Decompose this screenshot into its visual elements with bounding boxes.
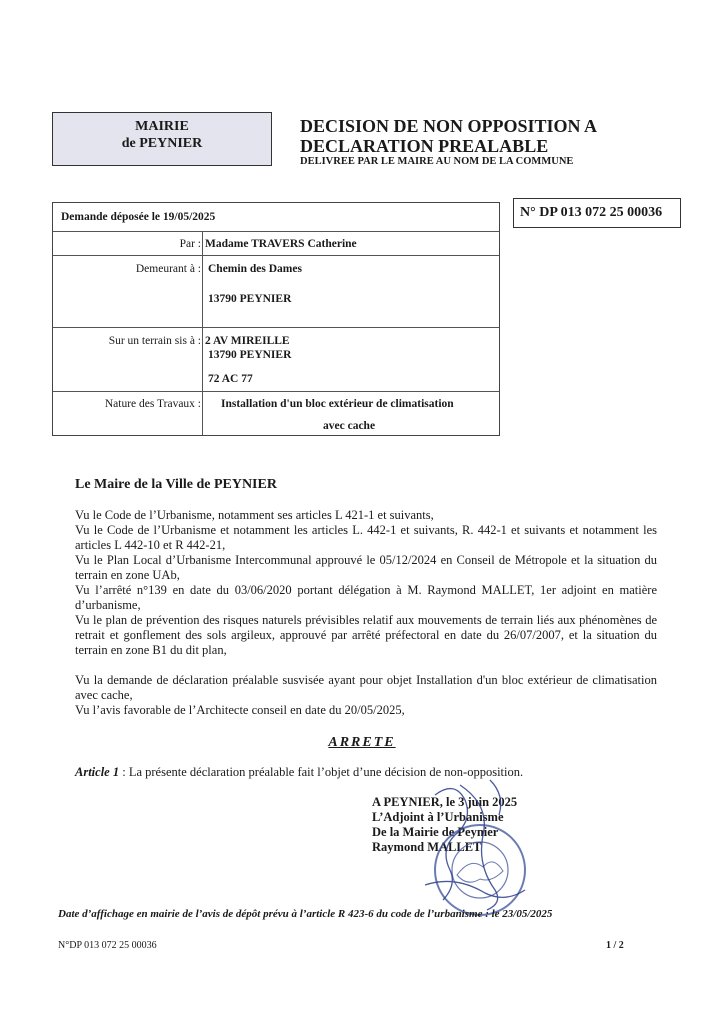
nature-line2: avec cache: [323, 420, 376, 432]
table-divider: [53, 327, 499, 328]
demeurant-line1: Chemin des Dames: [208, 263, 302, 275]
page-number: 1 / 2: [606, 940, 624, 951]
demande-date: Demande déposée le 19/05/2025: [61, 211, 216, 223]
signature-name: Raymond MALLET: [372, 840, 482, 854]
mairie-line1: MAIRIE: [135, 119, 189, 134]
table-column-divider: [202, 231, 203, 435]
signature-place-date: A PEYNIER, le 3 juin 2025: [372, 795, 518, 809]
stamp-and-signature: [395, 775, 545, 920]
nature-line1: Installation d'un bloc extérieur de climatisation: [221, 398, 454, 410]
mairie-line2: de PEYNIER: [121, 136, 203, 151]
vu-paragraph-7: Vu l’avis favorable de l’Architecte conseil en date du 20/05/2025,: [75, 703, 405, 717]
article-label: Article 1: [75, 765, 120, 779]
par-label: Par :: [179, 238, 201, 250]
document-subtitle: DELIVREE PAR LE MAIRE AU NOM DE LA COMMUNE: [300, 156, 574, 167]
terrain-line2: 13790 PEYNIER: [208, 349, 292, 361]
article-1: [75, 765, 657, 780]
title-line1: DECISION DE NON OPPOSITION A: [300, 116, 598, 136]
arrete-heading: ARRETE: [328, 735, 396, 750]
nature-label: Nature des Travaux :: [104, 398, 201, 410]
article-text: : La présente déclaration préalable fait l’objet d’une décision de non-opposition.: [119, 765, 524, 779]
vu-paragraph-5: Vu le plan de prévention des risques naturels prévisibles relatif aux mouvements de terrain liés aux phénomènes de retrait et gonflement des sols argileux, approuvé par arrêté préfectoral en date du 26/07/2007, et la situation du terrain en zone B1 du dit plan,: [75, 613, 657, 657]
official-stamp: [435, 825, 525, 915]
title-line2: DECLARATION PREALABLE: [300, 136, 549, 156]
footer-reference: N°DP 013 072 25 00036: [58, 940, 157, 951]
terrain-line3: 72 AC 77: [208, 373, 253, 385]
demeurant-line2: 13790 PEYNIER: [208, 293, 292, 305]
affichage-note: Date d’affichage en mairie de l’avis de dépôt prévu à l’article R 423-6 du code de l’urbanisme : le 23/05/2025: [58, 908, 553, 920]
dossier-number: N° DP 013 072 25 00036: [513, 198, 681, 228]
document-title: [300, 116, 597, 156]
table-divider: [53, 231, 499, 232]
vu-paragraph-4: Vu l’arrêté n°139 en date du 03/06/2020 portant délégation à M. Raymond MALLET, 1er adjoint en matière d’urbanisme,: [75, 583, 657, 612]
table-divider: [53, 391, 499, 392]
signature-title: L’Adjoint à l’Urbanisme: [372, 810, 504, 824]
mayor-heading: Le Maire de la Ville de PEYNIER: [75, 477, 277, 492]
par-value: Madame TRAVERS Catherine: [205, 238, 357, 250]
terrain-line1: 2 AV MIREILLE: [205, 335, 290, 347]
demeurant-label: Demeurant à :: [135, 263, 201, 275]
signature-mairie: De la Mairie de Peynier: [372, 825, 499, 839]
vu-paragraph-1: Vu le Code de l’Urbanisme, notamment ses articles L 421-1 et suivants,: [75, 508, 434, 522]
vu-paragraph-6: Vu la demande de déclaration préalable susvisée ayant pour objet Installation d'un bloc extérieur de climatisation avec cache,: [75, 673, 657, 702]
vu-paragraph-2: Vu le Code de l’Urbanisme et notamment les articles L. 442-1 et suivants, R. 442-1 et suivants et notamment les articles L 442-10 et R 442-21,: [75, 523, 657, 552]
request-table: [52, 202, 500, 436]
vu-paragraph-3: Vu le Plan Local d’Urbanisme Intercommunal approuvé le 05/12/2024 en Conseil de Métropole et la situation du terrain en zone UAb,: [75, 553, 657, 582]
terrain-label: Sur un terrain sis à :: [108, 335, 201, 347]
table-divider: [53, 255, 499, 256]
mairie-box: [52, 112, 272, 166]
